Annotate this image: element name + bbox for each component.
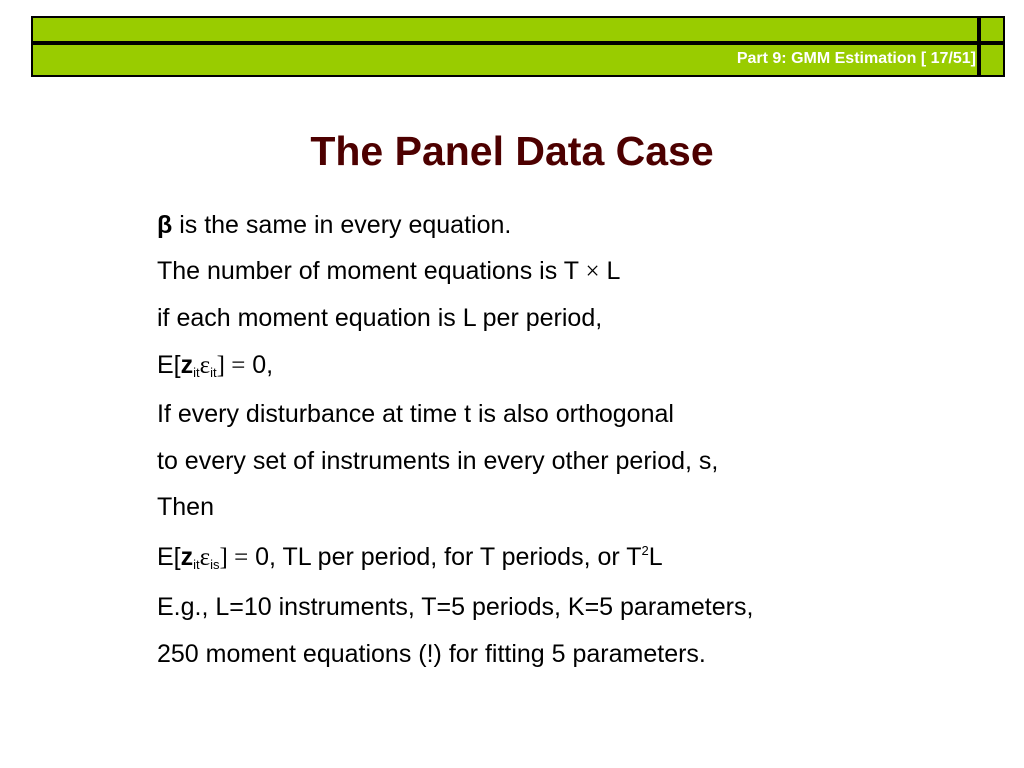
epsilon-symbol: ε (199, 352, 211, 379)
superscript-2: 2 (641, 543, 649, 558)
line-3-text: if each moment equation is L per period, (157, 304, 603, 332)
line-6 (157, 447, 718, 476)
expectation-close: ] (216, 352, 232, 379)
instrument-vector: z (180, 351, 194, 379)
line-1 (157, 211, 511, 240)
line-3 (157, 304, 602, 333)
times-symbol: × (585, 258, 600, 285)
line-4 (157, 351, 273, 380)
line-8-zero: 0, (248, 543, 276, 571)
expectation-open: E[ (157, 351, 181, 379)
subscript-it: it (193, 557, 200, 572)
expectation-open: E[ (157, 543, 181, 571)
subscript-is: is (210, 557, 220, 572)
line-10 (157, 640, 706, 669)
line-7-text: Then (157, 493, 214, 521)
eg-label: E.g., (157, 593, 216, 621)
epsilon-symbol: ε (199, 544, 211, 571)
subscript-it: it (193, 365, 200, 380)
line-9 (157, 593, 753, 622)
line-10-text: 250 moment equations (!) for fitting 5 parameters. (157, 640, 706, 668)
header-side-box-top (979, 16, 1005, 43)
line-5-text: If every disturbance at time t is also orthogonal (157, 400, 674, 428)
line-9-text: L=10 instruments, T=5 periods, K=5 parameters, (215, 593, 754, 621)
line-1-text: is the same in every equation. (172, 211, 512, 239)
equals-symbol: = (234, 544, 249, 571)
header-band-top (31, 16, 979, 43)
line-7 (157, 493, 214, 522)
line-8-tail: L (648, 543, 663, 571)
expectation-close: ] (219, 544, 235, 571)
line-8-text: TL per period, for T periods, or T (276, 543, 642, 571)
subscript-it: it (210, 365, 217, 380)
slide-title: The Panel Data Case (310, 128, 714, 174)
equals-symbol: = (231, 352, 246, 379)
line-4-tail: 0, (245, 351, 274, 379)
beta-symbol: β (157, 211, 173, 239)
line-2 (157, 257, 620, 286)
slide-header-text: Part 9: GMM Estimation [ 17/51] (736, 50, 976, 67)
instrument-vector: z (180, 543, 194, 571)
line-5 (157, 400, 674, 429)
line-2-text: The number of moment equations is T (157, 257, 586, 285)
line-2-tail: L (599, 257, 621, 285)
line-8 (157, 543, 663, 572)
header-side-box (979, 43, 1005, 77)
line-6-text: to every set of instruments in every other period, s, (157, 447, 719, 475)
